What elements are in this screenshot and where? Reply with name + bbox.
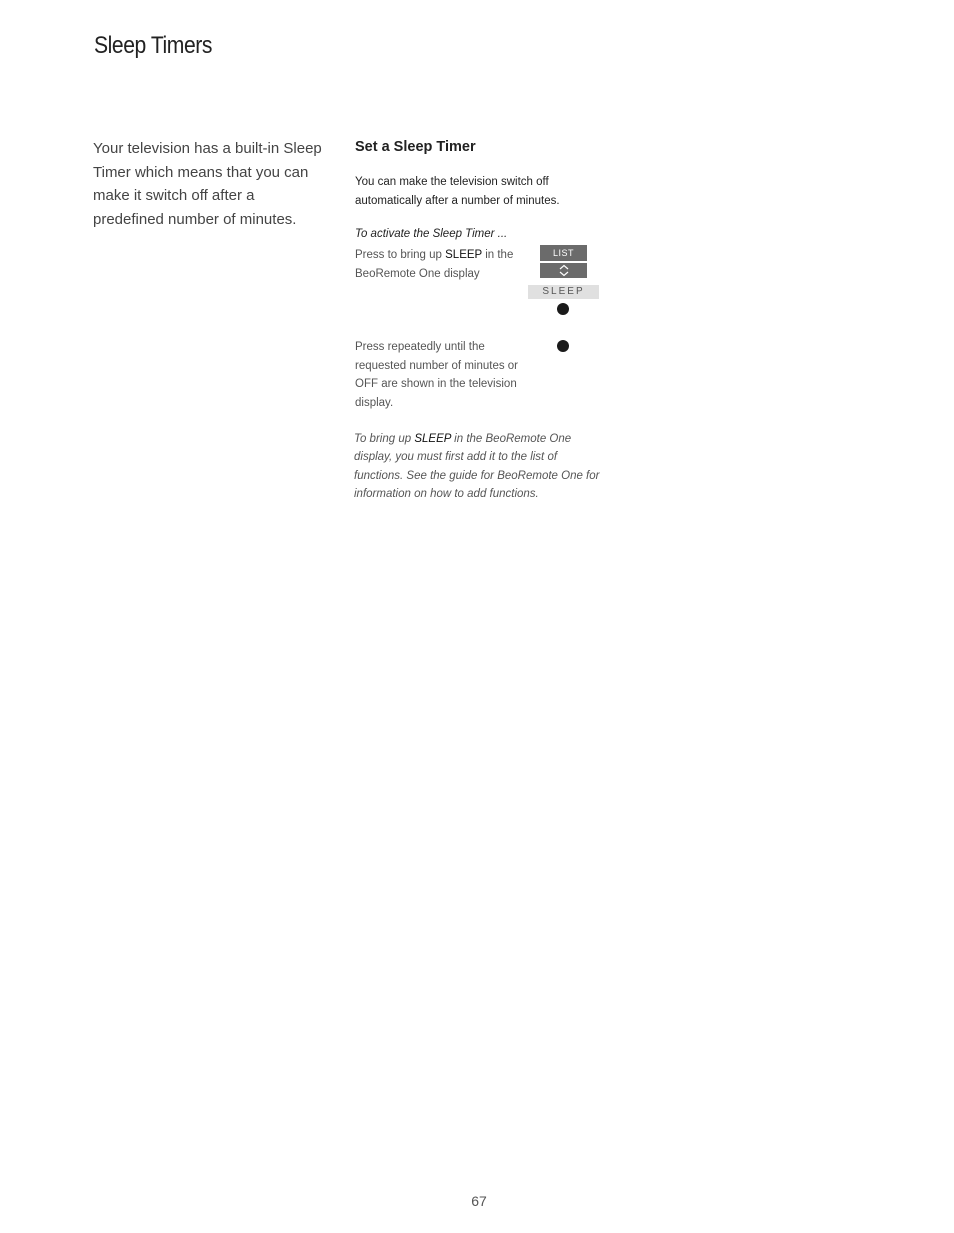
note-paragraph: [354, 430, 604, 503]
up-down-arrows-icon: [558, 264, 570, 277]
up-down-arrows-button: [540, 263, 587, 278]
note-prefix: To bring up: [354, 433, 415, 445]
page-title: Sleep Timers: [94, 32, 212, 59]
section-body: You can make the television switch off automatically after a number of minutes.: [355, 176, 560, 207]
remote-display-sleep: SLEEP: [528, 285, 599, 299]
intro-paragraph: Your television has a built-in Sleep Timer which means that you can make it switch off after a predefined number of minutes.: [93, 140, 322, 228]
note-suffix: in the BeoRemote One display, you must first add it to the list of functions. See the guide for BeoRemote One for information on how to add functions.: [354, 433, 600, 500]
step-title: To activate the Sleep Timer ...: [355, 228, 508, 240]
center-button-icon: [557, 303, 569, 315]
step-1-suffix: in the BeoRemote One display: [355, 249, 514, 280]
step-1-text: [355, 246, 530, 283]
step-1-prefix: Press to bring up: [355, 249, 446, 261]
section-heading: Set a Sleep Timer: [355, 139, 476, 155]
center-button-icon: [557, 340, 569, 352]
page-number: 67: [471, 1193, 487, 1209]
step-1-keyword: SLEEP: [445, 249, 483, 261]
note-keyword: SLEEP: [414, 433, 451, 445]
step-2-text: Press repeatedly until the requested number of minutes or OFF are shown in the television display.: [355, 341, 519, 409]
list-button: LIST: [540, 245, 587, 261]
